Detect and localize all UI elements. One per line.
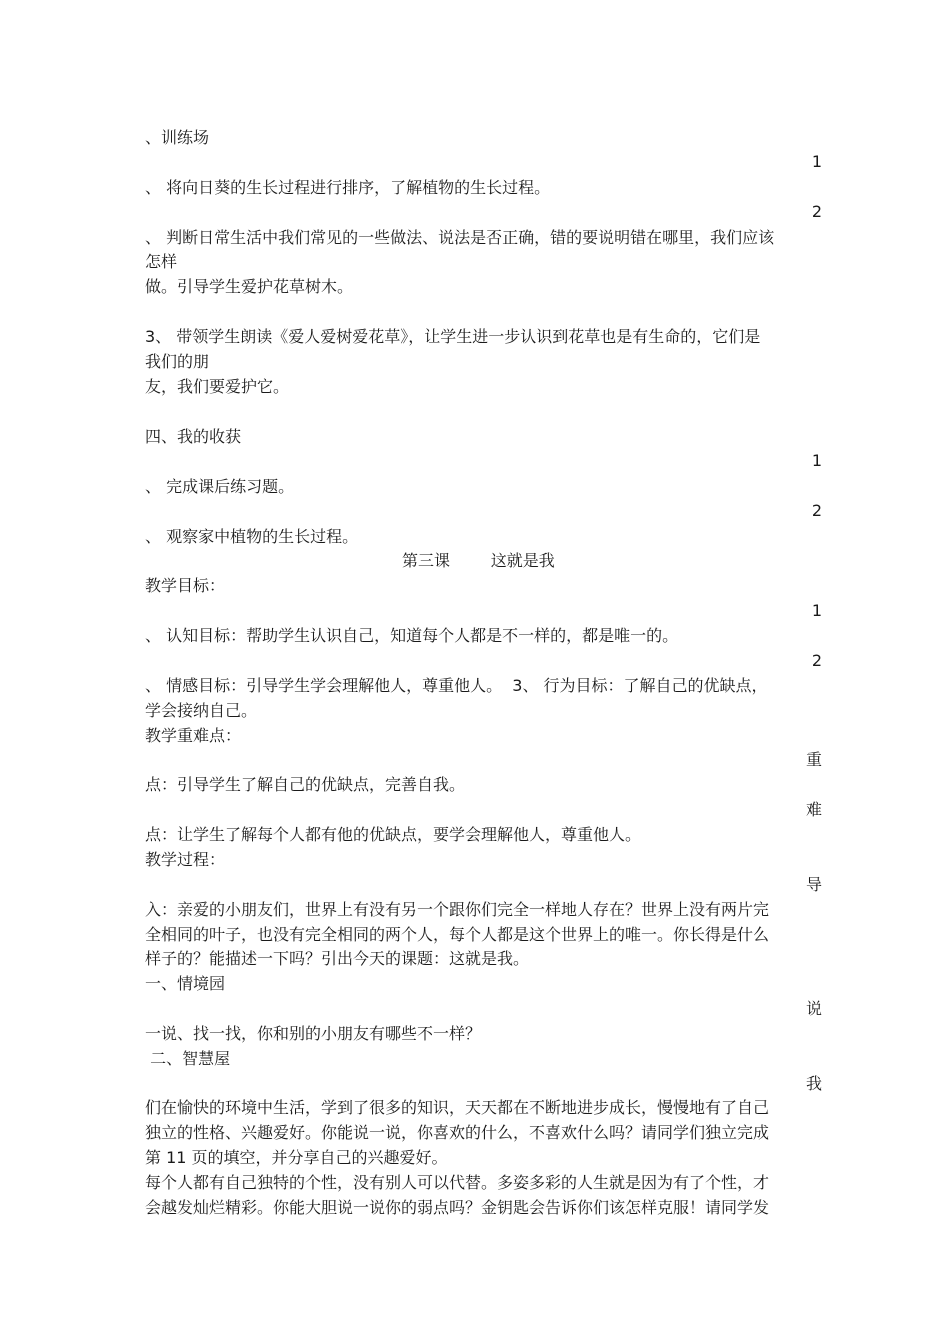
item-number: 2 [811,651,822,670]
text-line: 独立的性格、兴趣爱好。你能说一说，你喜欢的什么，不喜欢什么吗？请同学们独立完成 [145,1123,770,1142]
text-line: 入：亲爱的小朋友们，世界上有没有另一个跟你们完全一样地人存在？世界上没有两片完 [145,900,770,919]
item-number: 1 [811,451,822,470]
wrapped-char: 导 [805,875,822,894]
wrapped-char: 难 [805,800,822,819]
item-number: 2 [811,202,822,221]
section-heading: 教学重难点： [145,726,242,745]
text-line: 做。引导学生爱护花草树木。 [145,277,354,296]
text-line: 3、 带领学生朗读《爱人爱树爱花草》，让学生进一步认识到花草也是有生命的，它们是 [145,327,761,346]
lesson-title: 第三课 这就是我 [402,551,555,570]
text-line: 、 认知目标：帮助学生认识自己，知道每个人都是不一样的，都是唯一的。 [145,626,679,645]
text-line: 点：让学生了解每个人都有他的优缺点，要学会理解他人，尊重他人。 [145,825,642,844]
text-line: 一说、找一找，你和别的小朋友有哪些不一样？ [145,1024,482,1043]
wrapped-char: 我 [805,1074,822,1093]
text-line: 点：引导学生了解自己的优缺点，完善自我。 [145,775,466,794]
text-line: 、 情感目标：引导学生学会理解他人，尊重他人。 3、 行为目标：了解自己的优缺点， [145,676,768,695]
section-heading: 二、智慧屋 [145,1049,231,1068]
section-heading: 、训练场 [145,128,210,147]
section-heading: 一、情境园 [145,974,226,993]
item-number: 1 [811,601,822,620]
item-number: 2 [811,501,822,520]
item-number: 1 [811,152,822,171]
text-line: 、 观察家中植物的生长过程。 [145,527,359,546]
section-heading: 教学目标： [145,576,226,595]
text-line: 会越发灿烂精彩。你能大胆说一说你的弱点吗？金钥匙会告诉你们该怎样克服！请同学发 [145,1198,770,1217]
text-line: 样子的？能描述一下吗？引出今天的课题：这就是我。 [145,949,530,968]
text-line: 怎样 [145,252,178,271]
text-line: 、 完成课后练习题。 [145,477,295,496]
text-line: 们在愉快的环境中生活，学到了很多的知识，天天都在不断地进步成长，慢慢地有了自己 [145,1098,770,1117]
section-heading: 教学过程： [145,850,226,869]
text-line: 、 将向日葵的生长过程进行排序，了解植物的生长过程。 [145,178,551,197]
section-heading: 四、我的收获 [145,427,242,446]
text-line: 友，我们要爱护它。 [145,377,290,396]
text-line: 第 11 页的填空，并分享自己的兴趣爱好。 [145,1148,448,1167]
text-line: 、 判断日常生活中我们常见的一些做法、说法是否正确，错的要说明错在哪里，我们应该 [145,228,775,247]
text-line: 我们的朋 [145,352,210,371]
wrapped-char: 说 [805,999,822,1018]
text-line: 每个人都有自己独特的个性，没有别人可以代替。多姿多彩的人生就是因为有了个性，才 [145,1173,770,1192]
text-line: 全相同的叶子，也没有完全相同的两个人，每个人都是这个世界上的唯一。你长得是什么 [145,925,770,944]
wrapped-char: 重 [805,750,822,769]
text-line: 学会接纳自己。 [145,701,258,720]
